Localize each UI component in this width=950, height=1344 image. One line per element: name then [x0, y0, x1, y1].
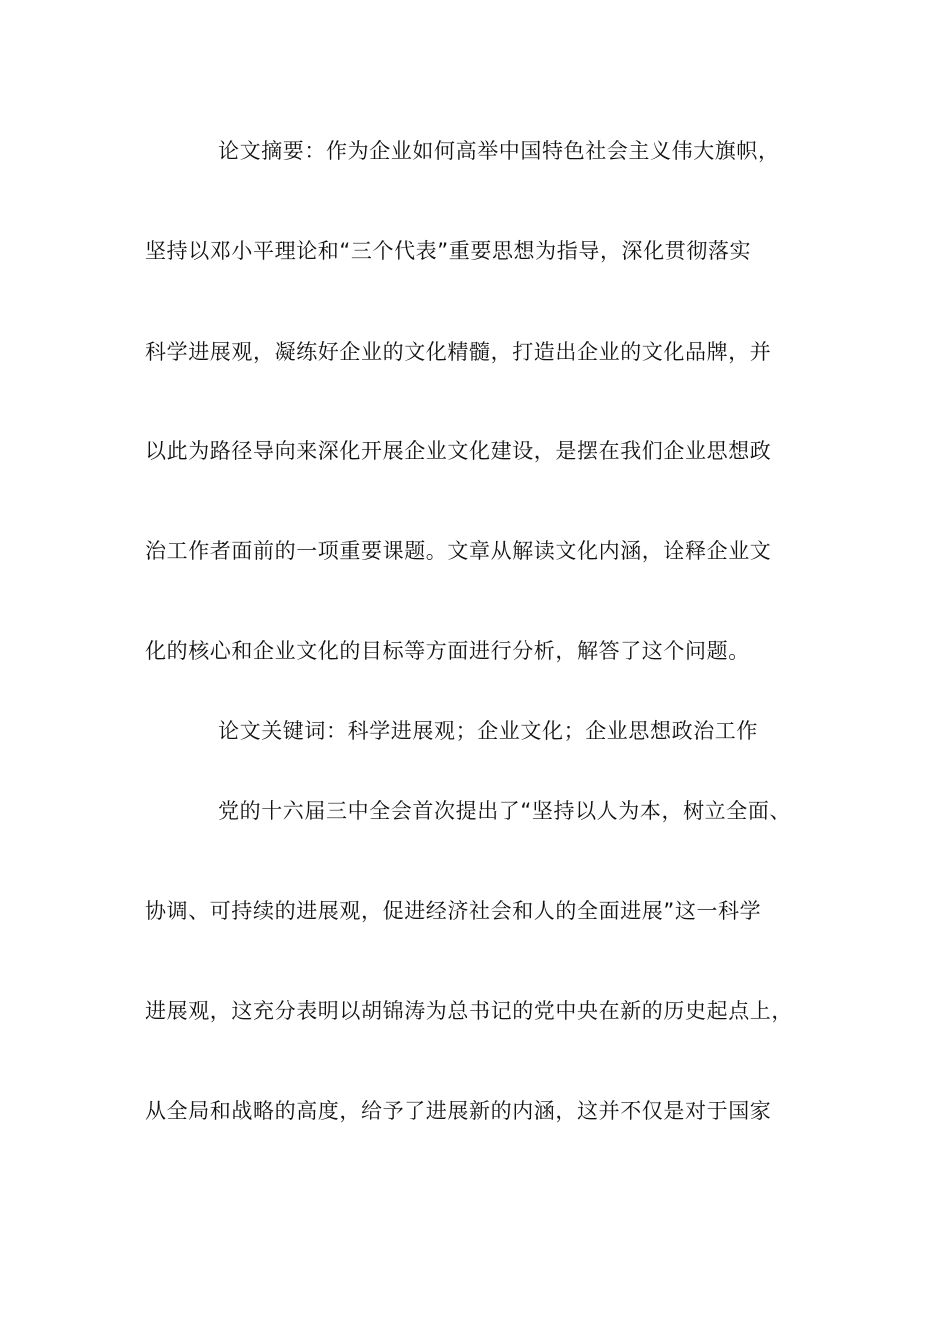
abstract-line-4: 以此为路径导向来深化开展企业文化建设，是摆在我们企业思想政: [145, 439, 772, 463]
body-line-2: 协调、可持续的进展观，促进经济社会和人的全面进展”这一科学: [145, 899, 762, 923]
abstract-line-3: 科学进展观，凝练好企业的文化精髓，打造出企业的文化品牌，并: [145, 340, 772, 364]
keywords-line: 论文关键词：科学进展观；企业文化；企业思想政治工作: [218, 719, 758, 743]
abstract-line-6: 化的核心和企业文化的目标等方面进行分析，解答了这个问题。: [145, 639, 750, 663]
abstract-line-1: 论文摘要：作为企业如何高举中国特色社会主义伟大旗帜，: [218, 139, 780, 163]
body-line-4: 从全局和战略的高度，给予了进展新的内涵，这并不仅是对于国家: [145, 1099, 772, 1123]
abstract-line-5: 治工作者面前的一项重要课题。文章从解读文化内涵，诠释企业文: [145, 539, 772, 563]
abstract-line-2: 坚持以邓小平理论和“三个代表”重要思想为指导，深化贯彻落实: [145, 239, 752, 263]
body-line-1: 党的十六届三中全会首次提出了“坚持以人为本，树立全面、: [218, 799, 792, 823]
body-line-3: 进展观，这充分表明以胡锦涛为总书记的党中央在新的历史起点上，: [145, 999, 793, 1023]
